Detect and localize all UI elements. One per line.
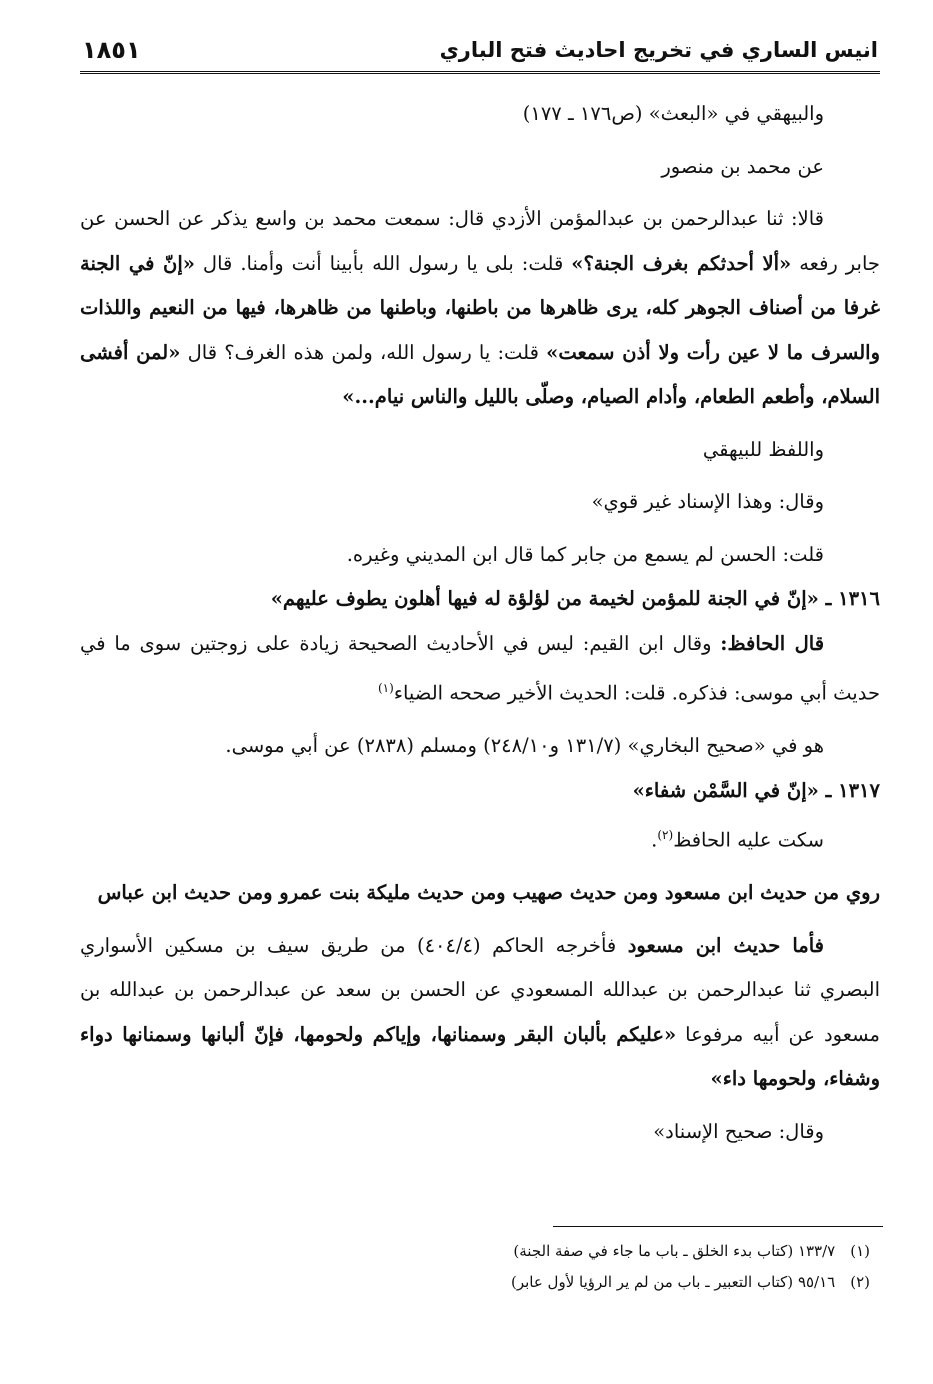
hadith-quote: «عليكم بألبان البقر وسمنانها، وإياكم ولحومها، فإنّ ألبانها وسمنانها دواء وشفاء، ولحومها داء»	[80, 1022, 880, 1090]
footnote-number: (٢)	[850, 1273, 870, 1291]
paragraph	[80, 145, 880, 190]
text: وقال ابن القيم: ليس في الأحاديث الصحيحة زيادة على زوجتين سوى ما في حديث أبي موسى: فذكره. قلت: الحديث الأخير صححه الضياء	[80, 631, 880, 705]
text: والبيهقي في «البعث» (ص١٧٦ ـ ١٧٧)	[522, 102, 824, 125]
footnote-text: ٩٥/١٦ (كتاب التعبير ـ باب من لم ير الرؤيا لأول عابر)	[510, 1273, 836, 1291]
text: قلت: يا رسول الله، ولمن هذه الغرف؟ قال	[187, 340, 539, 364]
text: هو في «صحيح البخاري» (١٣١/٧ و٢٤٨/١٠) ومسلم (٢٨٣٨) عن أبي موسى.	[225, 734, 824, 757]
text: قلت: بلى يا رسول الله بأبينا أنت وأمنا. قال	[202, 251, 564, 275]
text: .	[651, 828, 658, 852]
paragraph	[80, 813, 880, 863]
hadith-heading	[80, 577, 880, 622]
speaker: قال الحافظ:	[720, 631, 825, 655]
text: وقال: وهذا الإسناد غير قوي»	[591, 490, 824, 513]
text: قلت: الحسن لم يسمع من جابر كما قال ابن المديني وغيره.	[346, 542, 824, 566]
paragraph	[80, 197, 880, 420]
paragraph	[80, 428, 880, 473]
text: فأخرجه الحاكم (٤٠٤/٤) من طريق سيف بن مسكين الأسواري البصري ثنا عبدالرحمن بن عبدالله المسعودي عن الحسن بن سعد عن عبدالرحمن بن عبدالله بن مسعود عن أبيه مرفوعا	[80, 933, 880, 1046]
text: قالا: ثنا عبدالرحمن بن عبدالمؤمن الأزدي قال: سمعت محمد بن واسع يذكر عن الحسن عن جابر رفعه	[80, 207, 880, 275]
text: روي من حديث ابن مسعود ومن حديث صهيب ومن حديث مليكة بنت عمرو ومن حديث ابن عباس	[97, 881, 880, 904]
text: سكت عليه الحافظ	[673, 828, 824, 852]
footnote-number: (١)	[850, 1242, 870, 1260]
subheading: فأما حديث ابن مسعود	[627, 933, 824, 957]
paragraph	[80, 92, 880, 137]
book-title: انيس الساري في تخريج احاديث فتح الباري	[439, 38, 878, 62]
footnote	[80, 1236, 880, 1267]
paragraph	[80, 480, 880, 525]
paragraph	[80, 924, 880, 1102]
footnote-ref: (١)	[377, 681, 394, 695]
footnote-divider	[553, 1226, 883, 1227]
footnotes	[80, 1236, 880, 1298]
text: وقال: صحيح الإسناد»	[653, 1119, 824, 1143]
hadith-quote: «إنّ في الجنة غرفا من أصناف الجوهر كله، يرى ظاهرها من باطنها، وباطنها من ظاهرها، فيها من النعيم واللذات والسرف ما لا عين رأت ولا أذن سمعت»	[80, 251, 881, 364]
hadith-heading	[80, 769, 880, 814]
hadith-quote: «لمن أفشى السلام، وأطعم الطعام، وأدام الصيام، وصلّى بالليل والناس نيام...»	[80, 340, 880, 408]
footnote-text: ١٣٣/٧ (كتاب بدء الخلق ـ باب ما جاء في صفة الجنة)	[513, 1242, 836, 1260]
page-body	[80, 92, 880, 1154]
paragraph	[80, 724, 880, 769]
section-heading	[80, 871, 880, 916]
text: ١٣١٦ ـ «إنّ في الجنة للمؤمن لخيمة من لؤلؤة له فيها أهلون يطوف عليهم»	[270, 587, 880, 610]
hadith-quote: «ألا أحدثكم بغرف الجنة؟»	[571, 251, 792, 275]
paragraph	[80, 1110, 880, 1155]
text: واللفظ للبيهقي	[702, 437, 824, 461]
paragraph	[80, 533, 880, 578]
text: عن محمد بن منصور	[661, 154, 824, 178]
text: ١٣١٧ ـ «إنّ في السَّمْن شفاء»	[632, 778, 880, 802]
page-number: ١٨٥١	[82, 36, 141, 64]
footnote	[80, 1267, 880, 1298]
paragraph	[80, 622, 880, 717]
footnote-ref: (٢)	[657, 828, 674, 842]
running-header	[80, 34, 880, 74]
